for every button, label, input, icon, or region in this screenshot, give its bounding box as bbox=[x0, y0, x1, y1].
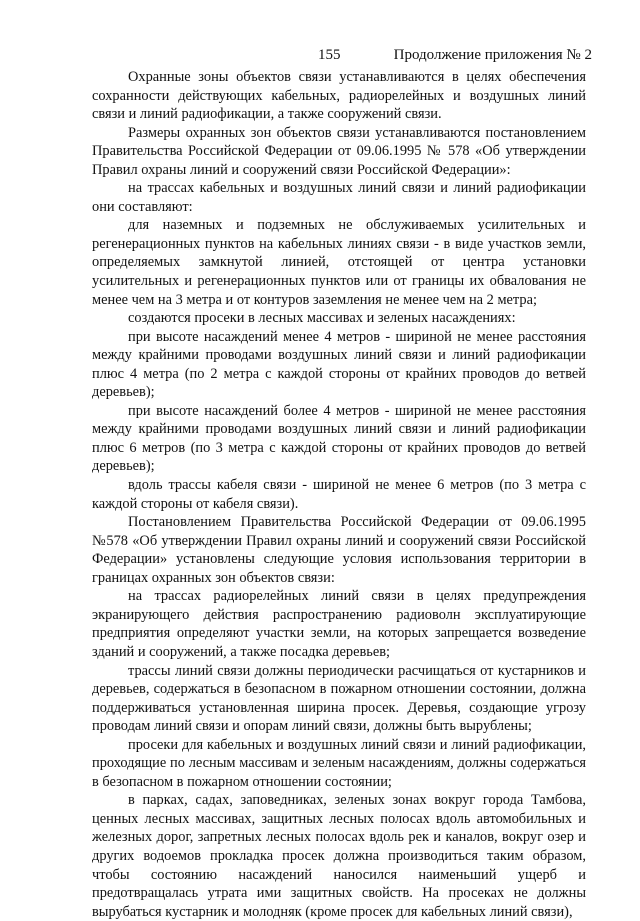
paragraph: при высоте насаждений более 4 метров - шириной не менее расстояния между крайними проводами воздушных линий связи и линий радиофикации плюс 6 метров (по 3 метра с каждой стороны от крайних проводов до ветвей деревьев); bbox=[92, 402, 586, 475]
paragraph: Размеры охранных зон объектов связи устанавливаются постановлением Правительства Российской Федерации от 09.06.1995 № 578 «Об утверждении Правил охраны линий и сооружений связи Российской Федерации»: bbox=[92, 124, 586, 178]
paragraph: просеки для кабельных и воздушных линий связи и линий радиофикации, проходящие по лесным массивам и зеленым насаждениям, должны содержаться в безопасном в пожарном отношении состоянии; bbox=[92, 736, 586, 790]
page-header bbox=[0, 46, 640, 66]
paragraph: на трассах радиорелейных линий связи в целях предупреждения экранирующего действия распространению радиоволн эксплуатирующие предприятия определяют участки земли, на которых запрещается возведение зданий и сооружений, а также посадка деревьев; bbox=[92, 588, 586, 660]
paragraph: Постановлением Правительства Российской Федерации от 09.06.1995 №578 «Об утверждении Правил охраны линий и сооружений связи Российской Федерации» установлены следующие условия использования территории в границах охранных зон объектов связи: bbox=[92, 514, 586, 586]
paragraph: на трассах кабельных и воздушных линий связи и линий радиофикации они составляют: bbox=[92, 180, 586, 215]
header-title: Продолжение приложения № 2 bbox=[393, 47, 592, 63]
paragraph: в парках, садах, заповедниках, зеленых зонах вокруг города Тамбова, ценных лесных массивах, защитных лесных полосах вдоль автомобильных и железных дорог, запретных лесных полосах вдоль рек и каналов, вокруг озер и других водоемов прокладка просек должна производиться таким образом, чтобы состоянию насаждений наносился наименьший ущерб и предотвращалась утрата ими защитных свойств. На просеках не должны вырубаться кустарник и молодняк (кроме просек для кабельных линий связи), bbox=[92, 792, 586, 920]
paragraph: вдоль трассы кабеля связи - шириной не менее 6 метров (по 3 метра с каждой стороны от кабеля связи). bbox=[92, 477, 586, 512]
document-body bbox=[92, 68, 586, 921]
paragraph: Охранные зоны объектов связи устанавливаются в целях обеспечения сохранности действующих кабельных, радиорелейных и воздушных линий связи и линий радиофикации, а также сооружений связи. bbox=[92, 69, 586, 123]
paragraph: создаются просеки в лесных массивах и зеленых насаждениях: bbox=[128, 310, 516, 327]
page-number: 155 bbox=[318, 47, 341, 63]
paragraph: трассы линий связи должны периодически расчищаться от кустарников и деревьев, содержаться в безопасном в пожарном отношении состоянии, должна поддерживаться установленная ширина просек. Деревья, создающие угрозу проводам линий связи и опорам линий связи, должны быть вырублены; bbox=[92, 662, 586, 735]
paragraph: при высоте насаждений менее 4 метров - шириной не менее расстояния между крайними проводами воздушных линий связи и линий радиофикации плюс 4 метра (по 2 метра с каждой стороны от крайних проводов до ветвей деревьев); bbox=[92, 328, 586, 401]
paragraph: для наземных и подземных не обслуживаемых усилительных и регенерационных пунктов на кабельных линиях связи - в виде участков земли, определяемых замкнутой линией, отстоящей от центра установки усилительных и регенерационных пунктов или от границы их обвалования не менее чем на 3 метра и от контуров заземления не менее чем на 2 метра; bbox=[92, 217, 586, 308]
